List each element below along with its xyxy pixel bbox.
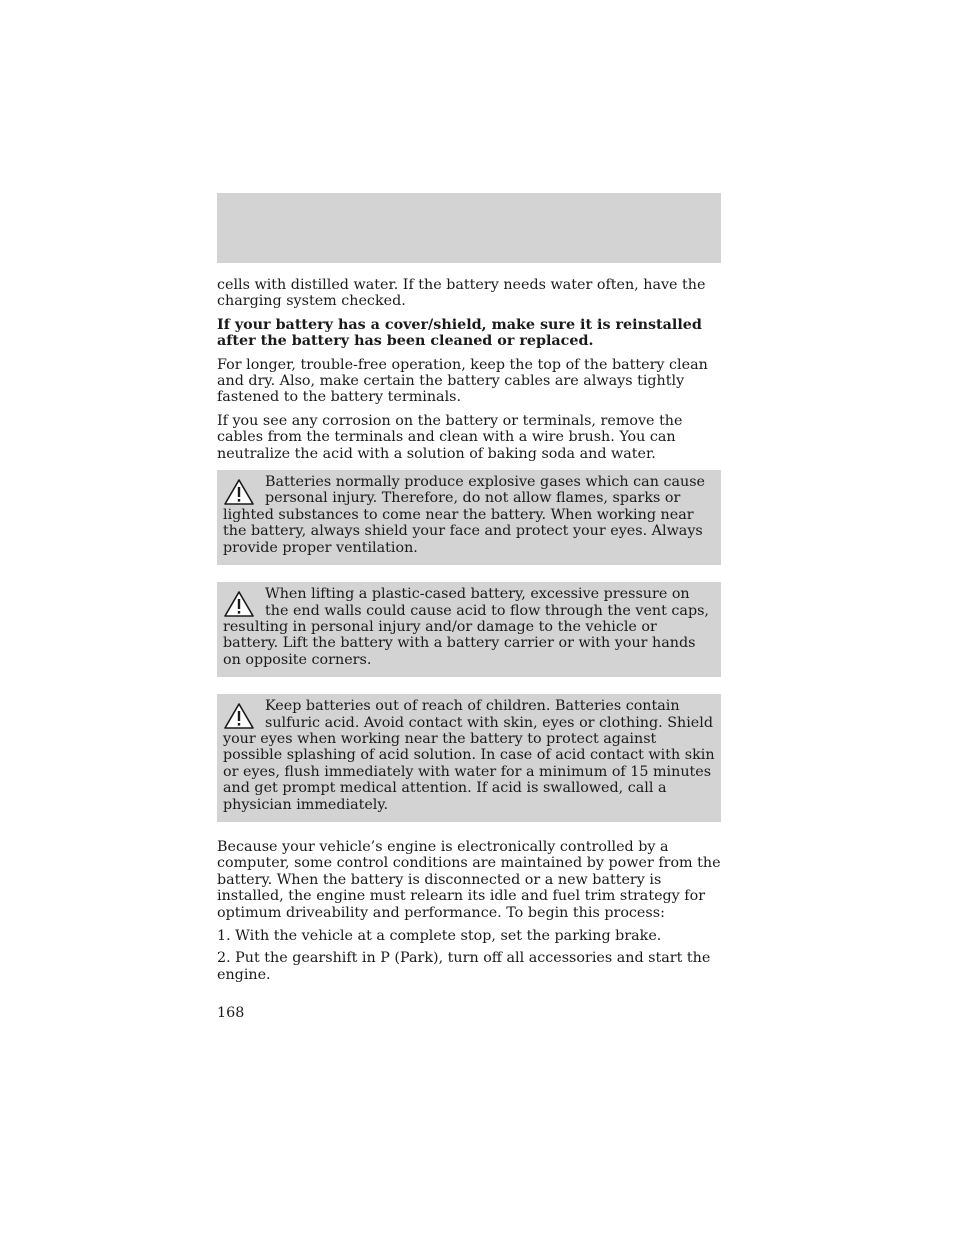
step-2: 2. Put the gearshift in P (Park), turn off all accessories and start the engine. <box>217 950 711 983</box>
paragraph-relearn-process: Because your vehicle’s engine is electronically controlled by a computer, some control conditions are maintained by power from the battery. When the battery is disconnected or a new battery is installed, the engine must relearn its idle and fuel trim strategy for optimum driveability and performance. To begin this process: <box>217 838 721 921</box>
page-content <box>217 277 721 1022</box>
warning-text: Batteries normally produce explosive gases which can cause personal injury. Therefore, do not allow flames, sparks or lighted substances to come near the battery. When working near the battery, always shield your face and protect your eyes. Always provide proper ventilation. <box>223 474 705 556</box>
warning-triangle-icon <box>223 478 255 506</box>
paragraph-corrosion: If you see any corrosion on the battery or terminals, remove the cables from the terminals and clean with a wire brush. You can neutralize the acid with a solution of baking soda and water. <box>217 412 683 462</box>
warning-box-children-acid <box>217 694 721 822</box>
warning-text: When lifting a plastic-cased battery, excessive pressure on the end walls could cause acid to flow through the vent caps, resulting in personal injury and/or damage to the vehicle or battery. Lift the battery with a battery carrier or with your hands on opposite corners. <box>223 586 709 668</box>
warning-text: Keep batteries out of reach of children. Batteries contain sulfuric acid. Avoid contact with skin, eyes or clothing. Shield your eyes when working near the battery to protect against possible splashing of acid solution. In case of acid contact with skin or eyes, flush immediately with water for a minimum of 15 minutes and get prompt medical attention. If acid is swallowed, call a physician immediately. <box>223 698 715 813</box>
warning-triangle-icon <box>223 590 255 618</box>
warning-box-explosive-gases <box>217 470 721 565</box>
page-number: 168 <box>217 1005 245 1022</box>
step-1: 1. With the vehicle at a complete stop, set the parking brake. <box>217 928 662 944</box>
paragraph-cover-shield: If your battery has a cover/shield, make sure it is reinstalled after the battery has been cleaned or replaced. <box>217 316 702 350</box>
section-header-band <box>217 193 721 263</box>
paragraph-distilled-water: cells with distilled water. If the battery needs water often, have the charging system checked. <box>217 277 706 310</box>
paragraph-trouble-free: For longer, trouble-free operation, keep the top of the battery clean and dry. Also, make certain the battery cables are always tightly fastened to the battery terminals. <box>217 356 708 406</box>
warning-triangle-icon <box>223 702 255 730</box>
warning-box-lifting-battery <box>217 582 721 677</box>
